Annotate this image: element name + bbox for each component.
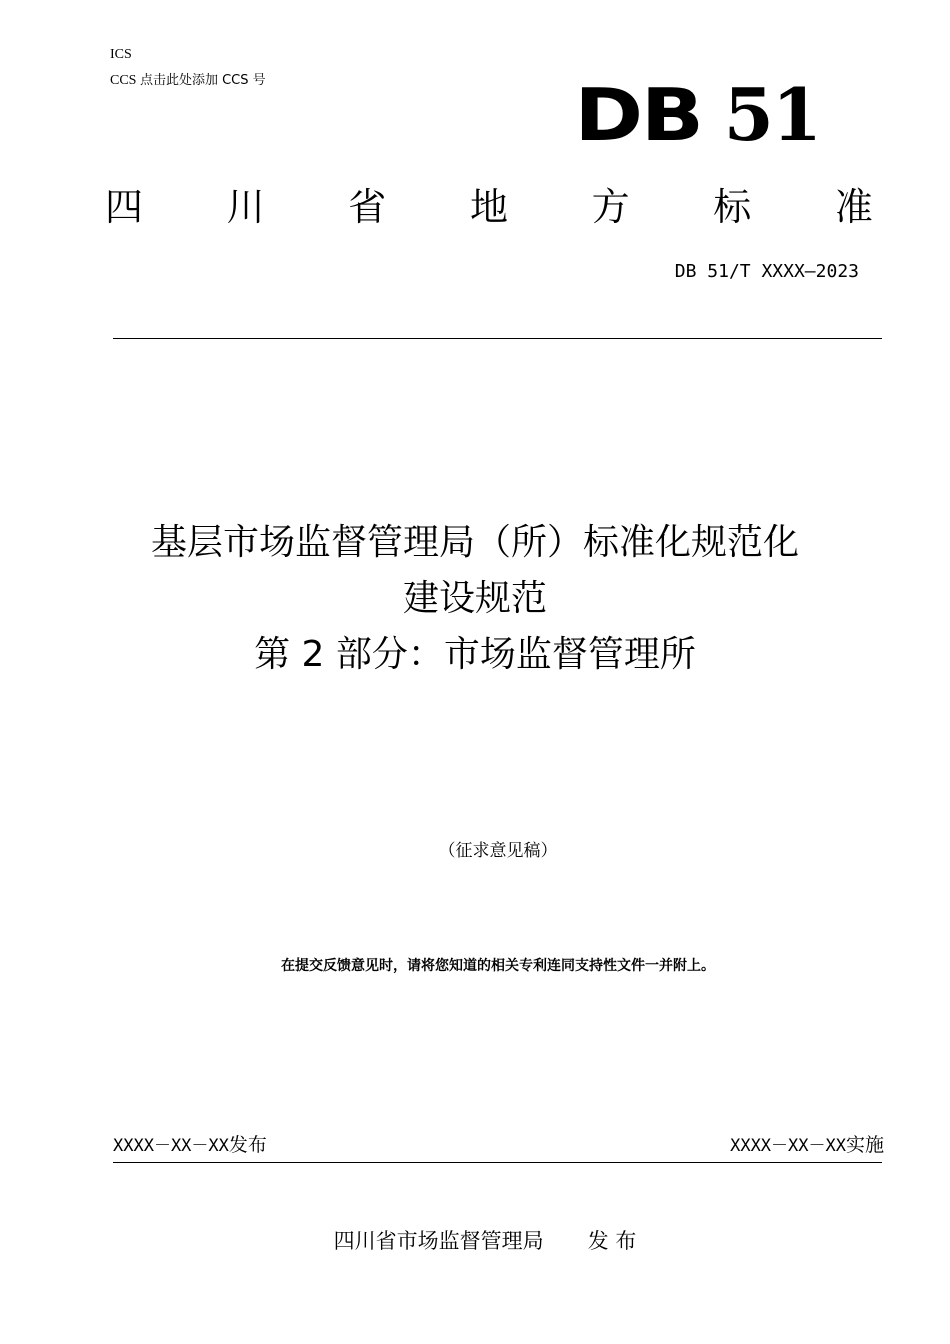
publish-label: 发布 <box>228 1134 267 1156</box>
ccs-placeholder-field[interactable]: 点击此处添加 CCS 号 <box>139 73 266 88</box>
standard-type-char: 准 <box>834 185 873 229</box>
standard-type-heading <box>104 183 874 231</box>
standard-type-char: 川 <box>226 185 265 229</box>
logo-number: 51 <box>723 72 820 157</box>
standard-type-char: 地 <box>469 185 508 229</box>
publish-date <box>113 1132 267 1159</box>
standard-type-char: 方 <box>591 185 630 229</box>
document-title-line-1: 基层市场监督管理局（所）标准化规范化 <box>150 522 799 563</box>
ccs-line <box>110 73 266 89</box>
patent-notice: 在提交反馈意见时，请将您知道的相关专利连同支持性文件一并附上。 <box>281 958 715 974</box>
issuer-action: 发 布 <box>587 1229 637 1253</box>
document-title-line-2: 建设规范 <box>402 578 547 619</box>
logo-letters: DB <box>574 73 702 157</box>
footer-divider <box>113 1162 882 1163</box>
publish-date-value: XXXX－XX－XX <box>113 1136 229 1156</box>
standard-type-char: 四 <box>104 185 143 229</box>
db51-logo <box>560 70 820 160</box>
implement-label: 实施 <box>845 1134 884 1156</box>
draft-label: （征求意见稿） <box>438 841 558 861</box>
issuer-name: 四川省市场监督管理局 <box>333 1229 544 1253</box>
header-divider <box>113 338 882 339</box>
ics-line <box>110 47 132 63</box>
document-title-line-3: 第 2 部分：市场监督管理所 <box>254 634 696 675</box>
issuer-line <box>0 1226 950 1256</box>
ccs-label: CCS <box>110 73 137 88</box>
ics-label: ICS <box>110 47 132 62</box>
standard-code: DB 51/T XXXX—2023 <box>674 261 859 282</box>
implement-date <box>730 1132 884 1159</box>
implement-date-value: XXXX－XX－XX <box>730 1136 846 1156</box>
standard-type-char: 标 <box>713 185 752 229</box>
standard-type-char: 省 <box>348 185 387 229</box>
